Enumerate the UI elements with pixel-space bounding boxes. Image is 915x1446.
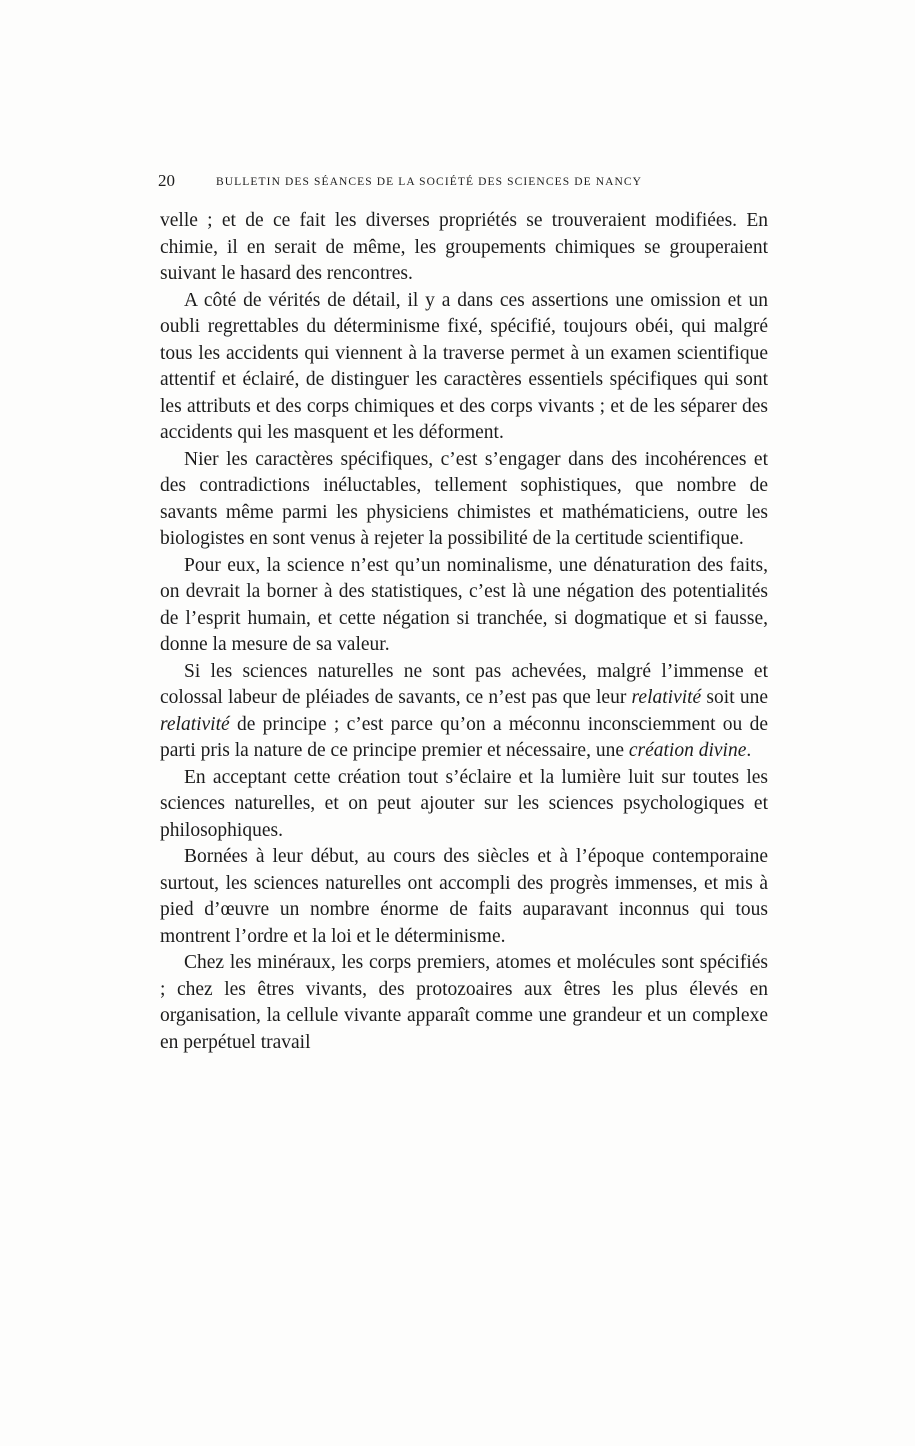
italic-term: création divine: [628, 740, 747, 761]
italic-term: relativité: [631, 687, 702, 708]
page-header: [158, 170, 770, 192]
paragraph: En acceptant cette création tout s’éclaire et la lumière luit sur toutes les sciences naturelles, et on peut ajouter sur les sciences psychologiques et philosophiques.: [160, 766, 768, 841]
body-text: [160, 208, 768, 1056]
paragraph: A côté de vérités de détail, il y a dans ces assertions une omission et un oubli regrettables du déterminisme fixé, spécifié, toujours obéi, qui malgré tous les accidents qui viennent à la traverse permet à un examen scientifique attentif et éclairé, de distinguer les caractères essentiels spécifiques qui sont les attributs et des corps chimiques et des corps vivants ; et de les séparer des accidents qui les masquent et les déforment.: [160, 289, 768, 443]
text-run: Si les sciences naturelles ne sont pas achevées, malgré l’immense et colossal labeur de pléiades de savants, ce n’est pas que leur: [160, 660, 768, 708]
running-title: BULLETIN DES SÉANCES DE LA SOCIÉTÉ DES SCIENCES DE NANCY: [216, 176, 643, 188]
paragraph: Chez les minéraux, les corps premiers, atomes et molécules sont spécifiés ; chez les êtres vivants, des protozoaires aux êtres les plus élevés en organisation, la cellule vivante apparaît comme une grandeur et un complexe en perpétuel travail: [160, 952, 768, 1053]
italic-term: relativité: [160, 713, 230, 735]
paragraph-continuation: velle ; et de ce fait les diverses propriétés se trouveraient modifiées. En chimie, il en serait de même, les groupements chimiques se grouperaient suivant le hasard des rencontres.: [160, 210, 768, 284]
paragraph: Pour eux, la science n’est qu’un nominalisme, une dénaturation des faits, on devrait la borner à des statistiques, c’est là une négation des potentialités de l’esprit humain, et cette négation si tranchée, si dogmatique et si fausse, donne la mesure de sa valeur.: [160, 554, 768, 655]
paragraph: Nier les caractères spécifiques, c’est s’engager dans des incohérences et des contradictions inéluctables, tellement sophistiques, que nombre de savants même parmi les physiciens chimistes et mathématiciens, outre les biologistes en sont venus à rejeter la possibilité de la certitude scientifique.: [160, 448, 768, 549]
page-number: 20: [158, 171, 175, 190]
paragraph: [160, 659, 768, 765]
paragraph: Bornées à leur début, au cours des siècles et à l’époque contemporaine surtout, les sciences naturelles ont accompli des progrès immenses, et mis à pied d’œuvre un nombre énorme de faits auparavant inconnus qui tous montrent l’ordre et la loi et le déterminisme.: [160, 846, 768, 947]
text-run: .: [746, 740, 752, 761]
text-run: soit une: [701, 687, 768, 708]
text-run: de principe ; c’est parce qu’on a méconnu inconsciemment ou de parti pris la nature de ce principe premier et nécessaire, une: [160, 713, 768, 761]
